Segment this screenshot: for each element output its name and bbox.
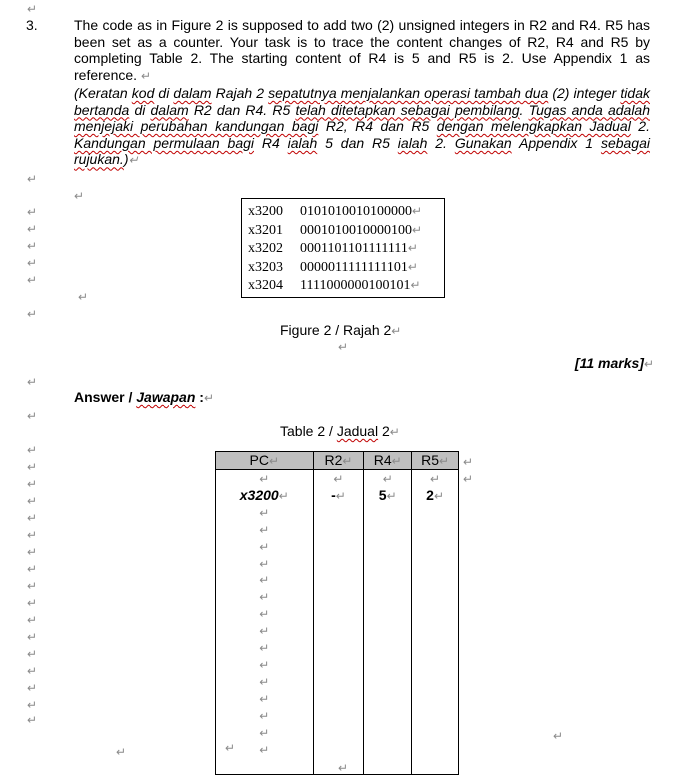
table-cell[interactable]	[313, 538, 364, 555]
paragraph-mark: ↵	[259, 573, 270, 588]
paragraph-mark: ↵	[259, 505, 270, 520]
table-cell[interactable]	[364, 571, 412, 588]
table-cell[interactable]	[216, 588, 314, 605]
text-run: tidak bertanda	[74, 85, 650, 118]
question-number: 3.	[26, 17, 38, 33]
marks-text: [11 marks]	[574, 355, 644, 371]
table-cell[interactable]	[364, 538, 412, 555]
text-run: R2, R4 dan R5	[318, 118, 437, 135]
question-text-malay	[74, 85, 650, 168]
header-r4	[364, 452, 412, 470]
table-cell[interactable]	[364, 690, 412, 707]
text-run: sepatutnya menjalankan operasi tambah dua	[268, 85, 549, 101]
paragraph-mark: ↵	[438, 454, 450, 469]
paragraph-mark: ↵	[259, 674, 270, 689]
table-cell[interactable]	[216, 504, 314, 521]
paragraph-mark: ↵	[391, 454, 402, 469]
table-cell[interactable]	[313, 622, 364, 639]
answer-ms: Jawapan	[136, 389, 196, 405]
code-line	[248, 277, 444, 296]
paragraph-mark: ↵	[140, 68, 151, 83]
code-binary: 0000011111111101	[300, 259, 408, 275]
table-cell[interactable]	[364, 622, 412, 639]
header-text: R5	[421, 452, 439, 469]
paragraph-mark: ↵	[333, 472, 344, 486]
answer-colon: :	[195, 389, 204, 405]
text-run: Tugas anda adalah menjejaki perubahan kandungan bagi	[74, 101, 650, 135]
paragraph-mark: ↵	[27, 528, 38, 542]
paragraph-mark: ↵	[203, 391, 215, 405]
text-run: dalam	[150, 101, 189, 118]
table-cell[interactable]	[412, 757, 459, 774]
paragraph-mark: ↵	[259, 725, 270, 740]
code-address: x3204	[248, 278, 283, 294]
text-run: 5 dan R5	[317, 134, 398, 151]
paragraph-mark: ↵	[259, 522, 270, 537]
table-caption-suffix: 2	[378, 423, 390, 439]
code-binary: 0101010010100000	[300, 204, 412, 219]
table-cell[interactable]	[313, 571, 364, 588]
text-run: 2.	[630, 118, 650, 135]
question-text-english	[74, 17, 650, 83]
text-run: R2 dan R4. R5	[188, 101, 296, 118]
text-run: ialah	[397, 134, 428, 151]
paragraph-mark: ↵	[27, 307, 38, 321]
paragraph-mark: ↵	[463, 455, 474, 469]
paragraph-mark: ↵	[225, 741, 236, 755]
table-cell[interactable]	[412, 690, 459, 707]
table-row	[216, 757, 459, 774]
paragraph-mark: ↵	[27, 239, 38, 253]
table-row	[216, 673, 459, 690]
paragraph-mark: ↵	[27, 596, 38, 610]
paragraph-mark: ↵	[389, 425, 400, 439]
paragraph-mark: ↵	[259, 556, 270, 571]
paragraph-mark: ↵	[27, 443, 38, 457]
text-run: Appendix 1	[511, 134, 601, 151]
text-run: dalam	[173, 85, 212, 101]
question-english-sentence: The code as in Figure 2 is supposed to add two (2) unsigned integers in R2 and R4. R5 has been set as a counter. Your task is to trace the content changes of R2, R4 and R5 by completing Table 2. The starting content of R4 is 5 and R5 is 2. Use Appendix 1 as reference.	[74, 17, 650, 83]
paragraph-mark: ↵	[338, 761, 349, 775]
code-address: x3200	[248, 204, 283, 219]
table-cell[interactable]	[364, 487, 412, 504]
table-cell[interactable]	[364, 757, 412, 774]
table-cell[interactable]	[412, 588, 459, 605]
table-row	[216, 504, 459, 521]
code-binary: 0001010010000100	[300, 222, 412, 238]
table-cell[interactable]	[216, 639, 314, 656]
paragraph-mark: ↵	[27, 2, 38, 16]
code-binary: 0001101101111111	[300, 241, 408, 257]
paragraph-mark: ↵	[259, 657, 270, 672]
paragraph-mark: ↵	[27, 664, 38, 678]
table-row	[216, 622, 459, 639]
table-cell[interactable]	[313, 724, 364, 741]
table-cell[interactable]	[313, 639, 364, 656]
table-row	[216, 707, 459, 724]
paragraph-mark: ↵	[643, 357, 654, 371]
table-cell[interactable]	[364, 605, 412, 622]
table-cell[interactable]	[313, 470, 364, 487]
code-address: x3201	[248, 222, 283, 238]
table-cell[interactable]	[412, 538, 459, 555]
paragraph-mark: ↵	[342, 454, 353, 469]
paragraph-mark: ↵	[27, 494, 38, 508]
paragraph-mark: ↵	[27, 545, 38, 559]
table-cell[interactable]	[216, 538, 314, 555]
table-row	[216, 521, 459, 538]
paragraph-mark: ↵	[259, 691, 270, 706]
paragraph-mark: ↵	[259, 590, 270, 605]
paragraph-mark: ↵	[27, 409, 38, 423]
paragraph-mark: ↵	[259, 624, 270, 639]
code-listing	[241, 198, 445, 298]
header-text: R4	[373, 452, 392, 469]
paragraph-mark: ↵	[430, 472, 441, 486]
text-run: (Keratan	[74, 85, 132, 101]
table-cell[interactable]	[412, 622, 459, 639]
paragraph-mark: ↵	[259, 641, 270, 656]
table-cell[interactable]	[412, 487, 459, 504]
table-cell[interactable]	[216, 690, 314, 707]
text-run: Rajah 2	[211, 85, 269, 101]
table-caption	[280, 423, 400, 439]
table-cell[interactable]	[216, 622, 314, 639]
header-r5	[412, 452, 459, 470]
text-run: dengan melengkapkan Jadual	[436, 118, 631, 135]
code-line	[248, 203, 444, 222]
paragraph-mark: ↵	[27, 630, 38, 644]
code-binary: 1111000000100101	[300, 278, 411, 294]
paragraph-mark: ↵	[259, 708, 270, 723]
paragraph-mark: ↵	[391, 324, 402, 338]
table-cell[interactable]	[216, 656, 314, 673]
table-row	[216, 639, 459, 656]
paragraph-mark: ↵	[128, 153, 139, 168]
text-run: .	[519, 101, 529, 118]
paragraph-mark: ↵	[268, 454, 280, 469]
paragraph-mark: ↵	[259, 607, 270, 622]
table-cell[interactable]	[412, 724, 459, 741]
paragraph-mark: ↵	[463, 472, 474, 486]
table-row	[216, 555, 459, 572]
table-cell[interactable]	[216, 707, 314, 724]
answer-label	[74, 389, 214, 405]
header-pc	[216, 452, 314, 470]
paragraph-mark: ↵	[27, 511, 38, 525]
table-cell[interactable]	[313, 521, 364, 538]
paragraph-mark: ↵	[433, 488, 444, 503]
table-cell[interactable]	[313, 707, 364, 724]
table-cell[interactable]	[216, 724, 314, 741]
table-row-initial	[216, 487, 459, 504]
table-row	[216, 690, 459, 707]
table-cell[interactable]	[216, 605, 314, 622]
text-run: ialah	[287, 134, 318, 151]
paragraph-mark: ↵	[259, 472, 270, 486]
text-run: di	[129, 101, 151, 118]
paragraph-mark: ↵	[259, 539, 270, 554]
header-text: PC	[249, 452, 269, 469]
code-address: x3202	[248, 241, 283, 257]
table-row	[216, 538, 459, 555]
text-run: di	[154, 85, 174, 101]
paragraph-mark: ↵	[78, 290, 89, 304]
table-cell[interactable]	[412, 504, 459, 521]
table-cell[interactable]	[216, 571, 314, 588]
text-run: R4	[254, 134, 288, 151]
text-run: (2) integer	[548, 85, 621, 101]
paragraph-mark: ↵	[278, 488, 289, 503]
figure-caption-text: Figure 2 / Rajah 2	[280, 322, 392, 338]
paragraph-mark: ↵	[27, 698, 38, 712]
code-line	[248, 222, 444, 241]
table-caption-ms: Jadual	[336, 423, 379, 439]
paragraph-mark: ↵	[407, 259, 418, 274]
table-cell[interactable]	[216, 673, 314, 690]
paragraph-mark: ↵	[338, 340, 349, 354]
paragraph-mark: ↵	[412, 222, 423, 237]
table-cell[interactable]	[412, 639, 459, 656]
paragraph-mark: ↵	[27, 460, 38, 474]
answer-en: Answer /	[74, 389, 137, 405]
table-cell[interactable]	[364, 504, 412, 521]
table-cell[interactable]	[313, 741, 364, 758]
table-cell[interactable]	[364, 656, 412, 673]
table-cell[interactable]	[412, 741, 459, 758]
initial-r4: 5	[378, 486, 387, 503]
paragraph-mark: ↵	[27, 613, 38, 627]
table-cell[interactable]	[364, 555, 412, 572]
table-cell[interactable]	[412, 555, 459, 572]
text-run: Gunakan	[454, 134, 512, 151]
table-caption-prefix: Table 2 /	[280, 423, 337, 439]
paragraph-mark: ↵	[553, 729, 564, 743]
code-line	[248, 240, 444, 259]
code-address: x3203	[248, 259, 283, 275]
table-cell[interactable]	[313, 673, 364, 690]
paragraph-mark: ↵	[27, 172, 38, 186]
table-cell[interactable]	[313, 487, 364, 504]
initial-r2: -	[331, 486, 336, 503]
figure-caption	[280, 322, 401, 338]
table-cell[interactable]	[412, 605, 459, 622]
paragraph-mark: ↵	[116, 745, 127, 759]
table-cell[interactable]	[313, 588, 364, 605]
table-cell[interactable]	[412, 470, 459, 487]
table-cell[interactable]	[364, 470, 412, 487]
paragraph-mark: ↵	[27, 713, 38, 727]
text-run: )	[123, 151, 129, 168]
paragraph-mark: ↵	[27, 562, 38, 576]
table-cell[interactable]	[313, 504, 364, 521]
table-row	[216, 571, 459, 588]
table-cell[interactable]	[313, 690, 364, 707]
table-cell[interactable]	[216, 757, 314, 774]
initial-r5: 2	[426, 486, 434, 503]
trace-table	[215, 451, 459, 775]
table-cell[interactable]	[313, 656, 364, 673]
table-row	[216, 605, 459, 622]
header-text: R2	[324, 452, 343, 469]
table-row	[216, 724, 459, 741]
table-cell[interactable]	[364, 521, 412, 538]
table-cell[interactable]	[364, 724, 412, 741]
paragraph-mark: ↵	[382, 472, 393, 486]
paragraph-mark: ↵	[27, 681, 38, 695]
paragraph-mark: ↵	[410, 278, 421, 293]
text-run: 2.	[427, 134, 455, 151]
paragraph-mark: ↵	[412, 204, 423, 218]
paragraph-mark: ↵	[27, 647, 38, 661]
paragraph-mark: ↵	[27, 375, 38, 389]
paragraph-mark: ↵	[27, 273, 38, 287]
paragraph-mark: ↵	[386, 488, 397, 503]
table-row	[216, 470, 459, 487]
text-run: Kandungan permulaan bagi	[74, 134, 254, 151]
marks-label	[575, 355, 654, 371]
text-run: telah ditetapkan sebagai pembilang	[295, 101, 520, 118]
table-cell[interactable]	[364, 673, 412, 690]
table-row	[216, 656, 459, 673]
table-cell[interactable]	[313, 605, 364, 622]
table-cell[interactable]	[364, 741, 412, 758]
table-cell[interactable]	[313, 555, 364, 572]
table-row	[216, 588, 459, 605]
paragraph-mark: ↵	[335, 488, 346, 503]
table-cell[interactable]	[364, 588, 412, 605]
table-cell[interactable]	[216, 487, 314, 504]
table-cell[interactable]	[412, 707, 459, 724]
table-cell[interactable]	[412, 673, 459, 690]
paragraph-mark: ↵	[27, 256, 38, 270]
code-line	[248, 259, 444, 278]
table-cell[interactable]	[216, 470, 314, 487]
paragraph-mark: ↵	[27, 205, 38, 219]
initial-pc: x3200	[239, 486, 279, 503]
table-header-row	[216, 452, 459, 470]
paragraph-mark: ↵	[27, 477, 38, 491]
paragraph-mark: ↵	[27, 222, 38, 236]
text-run: kod	[131, 85, 155, 101]
table-row	[216, 741, 459, 758]
text-run: sebagai rujukan.	[74, 134, 650, 168]
table-cell[interactable]	[412, 656, 459, 673]
table-cell[interactable]	[216, 555, 314, 572]
table-cell[interactable]	[412, 571, 459, 588]
table-cell[interactable]	[216, 521, 314, 538]
header-r2	[313, 452, 364, 470]
paragraph-mark: ↵	[259, 742, 270, 757]
table-cell[interactable]	[364, 639, 412, 656]
paragraph-mark: ↵	[27, 579, 38, 593]
table-cell[interactable]	[412, 521, 459, 538]
paragraph-mark: ↵	[74, 189, 85, 203]
paragraph-mark: ↵	[407, 241, 418, 256]
table-cell[interactable]	[364, 707, 412, 724]
